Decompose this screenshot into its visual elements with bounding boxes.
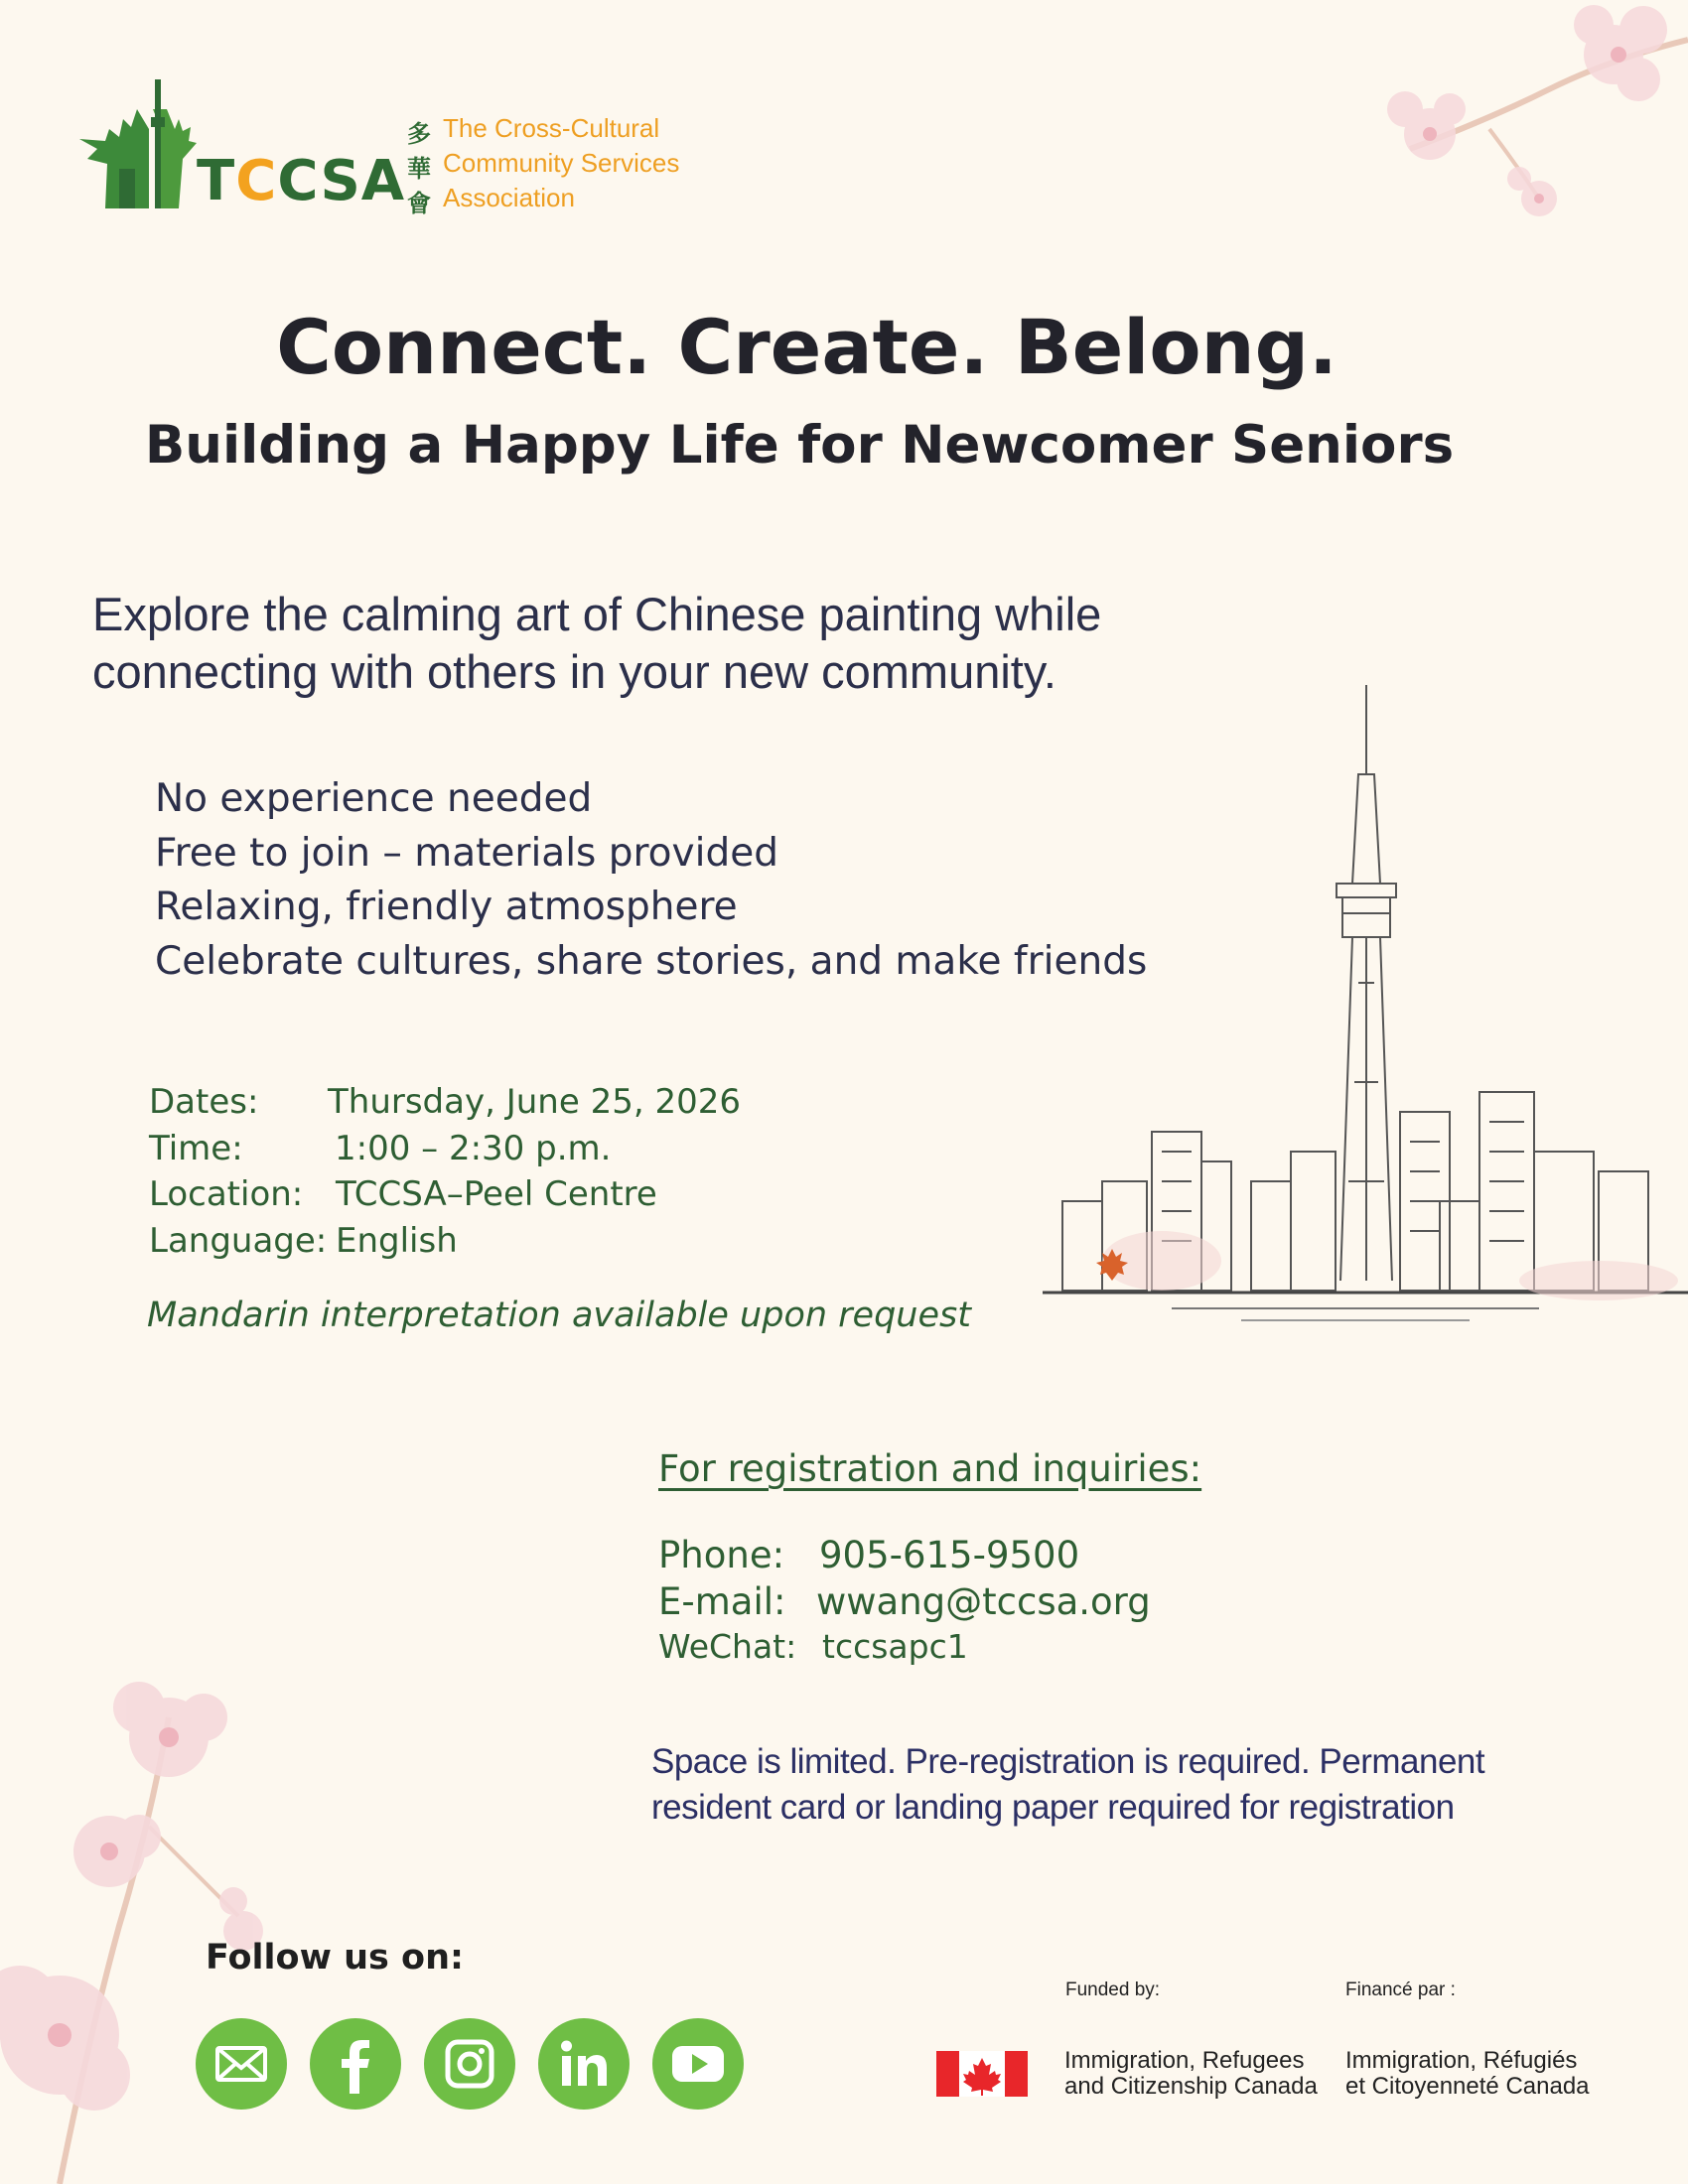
phone-value[interactable]: 905-615-9500: [819, 1534, 1080, 1576]
logo-wordmark: TCCSA: [197, 149, 406, 213]
follow-us-heading: Follow us on:: [206, 1938, 464, 1978]
registration-heading: For registration and inquiries:: [658, 1447, 1202, 1490]
registration-notice: Space is limited. Pre-registration is required. Permanent resident card or landing paper required for registration: [651, 1742, 1485, 1827]
location-value: TCCSA–Peel Centre: [336, 1174, 657, 1214]
email-value[interactable]: wwang@tccsa.org: [816, 1580, 1151, 1623]
facebook-icon[interactable]: [310, 2018, 401, 2110]
time-value: 1:00 – 2:30 p.m.: [335, 1128, 612, 1168]
cherry-blossom-decoration: [1370, 0, 1688, 238]
logo-chinese-characters: 多 華 會: [407, 120, 431, 217]
toronto-skyline-illustration: [1043, 685, 1688, 1400]
linkedin-icon[interactable]: [538, 2018, 630, 2110]
feature-item: Free to join – materials provided: [155, 830, 778, 876]
wechat-label: WeChat:: [658, 1627, 797, 1666]
youtube-icon[interactable]: [652, 2018, 744, 2110]
tccsa-logo: [79, 69, 715, 218]
finance-par-label: Financé par :: [1345, 1979, 1456, 2000]
feature-item: Relaxing, friendly atmosphere: [155, 885, 738, 929]
phone-label: Phone:: [658, 1534, 785, 1576]
dates-label: Dates:: [149, 1082, 259, 1122]
page-subtitle: Building a Happy Life for Newcomer Seniors: [144, 415, 1455, 476]
feature-item: No experience needed: [155, 776, 593, 821]
ircc-english-name: Immigration, Refugees and Citizenship Canada: [1064, 2047, 1318, 2100]
instagram-icon[interactable]: [424, 2018, 515, 2110]
language-value: English: [336, 1220, 458, 1261]
logo-org-name: The Cross-Cultural Community Services Association: [443, 113, 680, 212]
language-label: Language:: [149, 1220, 328, 1261]
email-label: E-mail:: [658, 1580, 786, 1623]
time-label: Time:: [149, 1128, 243, 1168]
ircc-french-name: Immigration, Réfugiés et Citoyenneté Canada: [1345, 2047, 1590, 2100]
wechat-value: tccsapc1: [822, 1627, 968, 1666]
canada-flag-icon: [936, 2051, 1028, 2097]
funded-by-label: Funded by:: [1065, 1979, 1161, 2000]
dates-value: Thursday, June 25, 2026: [328, 1082, 741, 1122]
maple-leaf-tower-logo-icon: [79, 69, 199, 208]
intro-text: Explore the calming art of Chinese painting while connecting with others in your new community.: [92, 588, 1102, 698]
page-title: Connect. Create. Belong.: [276, 303, 1337, 391]
email-icon[interactable]: [196, 2018, 287, 2110]
interpretation-note: Mandarin interpretation available upon request: [147, 1296, 971, 1335]
location-label: Location:: [149, 1174, 304, 1214]
feature-item: Celebrate cultures, share stories, and make friends: [155, 938, 1148, 984]
feature-list: [155, 772, 1147, 989]
